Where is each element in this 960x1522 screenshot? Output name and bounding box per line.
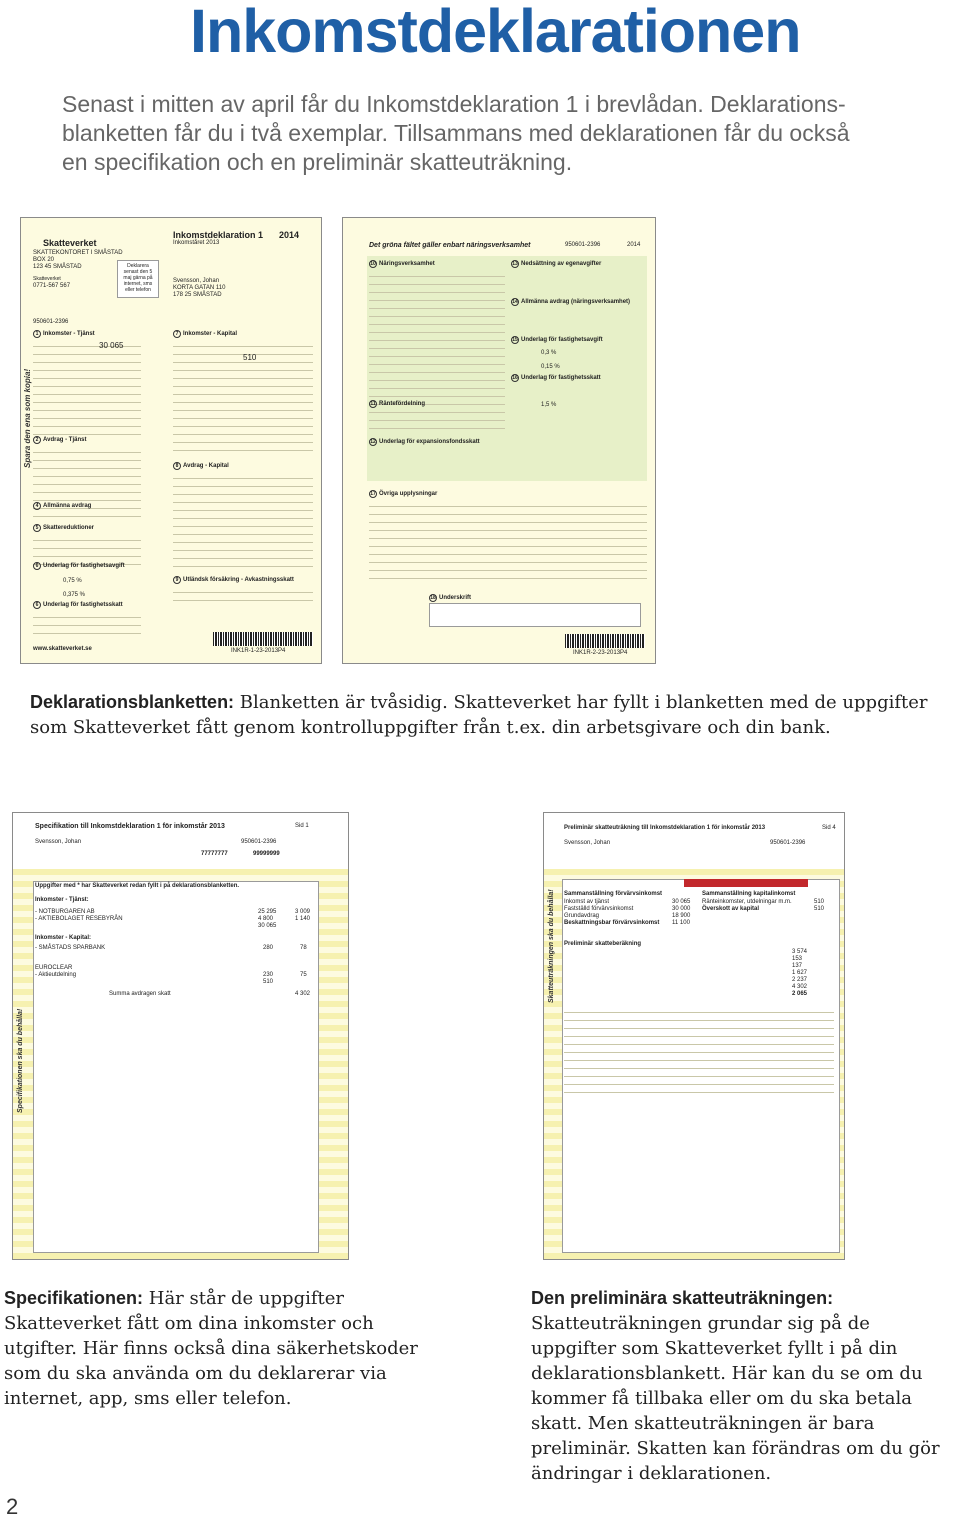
prelim-tax-1: 3 574 — [792, 949, 808, 955]
page-number: 2 — [6, 1494, 19, 1519]
spec-amount-2: 4 800 — [258, 916, 274, 922]
spec-bank: - SMÅSTADS SPARBANK — [35, 945, 106, 951]
back-barcode — [565, 634, 645, 648]
spec-side-note: Specifikationen ska du behålla! — [17, 1008, 24, 1113]
spec-employer-2: - AKTIEBOLAGET RESEBYRÅN — [35, 916, 123, 922]
income-value-11: 30 065 — [99, 341, 124, 350]
caption-declaration-text: Blanketten är tvåsidig. Skatteverket har fyllt i blanketten med de uppgifter som Skatteverket fått genom kontrolluppgifter från t.ex. din arbetsgivare och din bank. — [30, 692, 928, 738]
page-title: Inkomstdeklarationen — [190, 0, 801, 65]
spec-amount-3: 30 065 — [258, 923, 277, 929]
section-number-icon: 11 — [370, 401, 376, 407]
spec-pnr: 950601-2396 — [241, 839, 277, 845]
website: www.skatteverket.se — [33, 646, 92, 652]
section-business-general-deductions: 14 Allmänna avdrag (näringsverksamhet) — [512, 299, 631, 305]
caption-specification-title: Specifikationen: — [4, 1288, 144, 1308]
section-number-icon: 8 — [173, 462, 181, 470]
section-number-icon: 6 — [33, 601, 41, 609]
taxpayer-street: KORTA GATAN 110 — [173, 285, 226, 291]
agency-box: BOX 20 — [33, 257, 55, 263]
section-number-icon: 2 — [33, 436, 41, 444]
spec-bank-tax: 78 — [300, 945, 307, 951]
other-info-lines — [369, 499, 647, 579]
prelim-pnr: 950601-2396 — [770, 840, 806, 846]
section-business-property-fee: 15 Underlag för fastighetsavgift — [512, 337, 603, 343]
section-general-deductions: 4 Allmänna avdrag — [33, 502, 91, 510]
declare-deadline-text: Deklarera senast den 5 maj gärna på internet, sms eller telefon — [123, 263, 153, 293]
back-heading: Det gröna fältet gäller enbart näringsverksamhet — [369, 242, 531, 249]
taxpayer-name: Svensson, Johan — [173, 278, 220, 284]
property-lines — [33, 610, 141, 634]
prelim-cap-1-value: 510 — [814, 899, 825, 905]
preliminary-tax-sheet — [543, 812, 845, 1260]
form-year: 2014 — [279, 230, 300, 240]
prelim-tax-3: 137 — [792, 963, 803, 969]
prelim-tax-5: 2 237 — [792, 977, 808, 983]
prelim-row-2-value: 30 000 — [672, 906, 691, 912]
section-number-icon: 17 — [370, 491, 376, 497]
section-number-icon: 6 — [33, 562, 41, 570]
section-interest-allocation: 11 Räntefördelning — [370, 401, 425, 407]
insurance-lines — [173, 585, 313, 601]
declaration-form-front — [20, 217, 322, 664]
section-foreign-insurance: 9 Utländsk försäkring - Avkastningsskatt — [173, 576, 294, 584]
spec-tax-1: 3 009 — [295, 909, 311, 915]
property-rate-1: 0,75 % — [63, 578, 82, 584]
section-signature: 18 Underskrift — [430, 595, 472, 601]
section-number-icon: 10 — [370, 261, 376, 267]
rate-a: 0,3 % — [541, 350, 557, 356]
prelim-name: Svensson, Johan — [564, 840, 611, 846]
section-number-icon: 12 — [370, 439, 376, 445]
prelim-cap-1: Ränteinkomster, utdelningar m.m. — [702, 899, 792, 905]
section-number-icon: 14 — [512, 299, 518, 305]
spec-bank-amount: 280 — [263, 945, 274, 951]
caption-preliminary-text: Skatteuträkningen grundar sig på de uppgifter som Skatteverket fyllt i på din deklarationsblankett. Här kan du se om du kommer få tillbaka eller om du ska betala skatt. Men skatteuträkningen är bara preliminär. Skatten kan förändras om du gör ändringar i deklarationen. — [531, 1313, 940, 1484]
caption-specification — [4, 1286, 434, 1411]
form-title: Inkomstdeklaration 1 — [173, 230, 264, 240]
agency-office: SKATTEKONTORET I SMÅSTAD — [33, 250, 123, 256]
section-tax-reductions: 5 Skattereduktioner — [33, 524, 94, 532]
spec-employer-1: - NOTBURGAREN AB — [35, 909, 95, 915]
spec-fund-sum: 510 — [263, 979, 274, 985]
spec-fund: EUROCLEAR — [35, 965, 73, 971]
prelim-tax-2: 153 — [792, 956, 803, 962]
section-income-employment: 1 Inkomster - Tjänst — [33, 330, 95, 338]
side-note: Spara den ena som kopia! — [23, 368, 32, 468]
prelim-cap-2: Överskott av kapital — [702, 906, 760, 912]
rate-b: 0,15 % — [541, 364, 560, 370]
barcode-text: INK1R-1-23-2013P4 — [231, 648, 286, 654]
spec-section-capital: Inkomster - Kapital: — [35, 935, 92, 941]
prelim-alert-bar — [684, 879, 808, 887]
intro-text — [62, 90, 922, 177]
intro-line: en specifikation och en preliminär skatteuträkning. — [62, 149, 573, 175]
spec-sum-value: 4 302 — [295, 991, 311, 997]
prelim-cap-2-value: 510 — [814, 906, 825, 912]
prelim-tax-heading: Preliminär skatteberäkning — [564, 941, 642, 947]
prelim-tax-6: 4 302 — [792, 984, 808, 990]
section-income-capital: 7 Inkomster - Kapital — [173, 330, 237, 338]
spec-page: Sid 1 — [295, 823, 309, 829]
prelim-row-1-value: 30 065 — [672, 899, 691, 905]
section-property-fee: 6 Underlag för fastighetsavgift — [33, 562, 125, 570]
prelim-title: Preliminär skatteuträkning till Inkomstdeklaration 1 för inkomstår 2013 — [564, 825, 766, 831]
prelim-row-3-value: 18 900 — [672, 913, 691, 919]
section-number-icon: 16 — [512, 375, 518, 381]
phone-label: Skatteverket — [33, 276, 61, 282]
section-expansion-fund: 12 Underlag för expansionsfondsskatt — [370, 439, 480, 445]
spec-amount-1: 25 295 — [258, 909, 277, 915]
agency-postal: 123 45 SMÅSTAD — [33, 264, 82, 270]
spec-sum-label: Summa avdragen skatt — [109, 991, 171, 997]
signature-field[interactable] — [429, 603, 641, 627]
prelim-tax-4: 1 627 — [792, 970, 808, 976]
spec-section-employment: Inkomster - Tjänst: — [35, 897, 89, 903]
spec-fund-amount: 230 — [263, 972, 274, 978]
declaration-form-back — [342, 217, 656, 664]
caption-declaration — [30, 690, 930, 740]
spec-fund-tax: 75 — [300, 972, 307, 978]
section-reduction-own-fees: 13 Nedsättning av egenavgifter — [512, 261, 602, 267]
section-property-tax: 6 Underlag för fastighetsskatt — [33, 601, 123, 609]
prelim-row-3: Grundavdrag — [564, 913, 600, 919]
section-business: 10 Näringsverksamhet — [370, 261, 435, 267]
income-lines-left — [33, 339, 141, 435]
intro-line: Senast i mitten av april får du Inkomstdeklaration 1 i brevlådan. Deklarations- — [62, 91, 846, 117]
prelim-page: Sid 4 — [822, 825, 836, 831]
spec-title: Specifikation till Inkomstdeklaration 1 för inkomstår 2013 — [35, 823, 225, 830]
section-deductions-capital: 8 Avdrag - Kapital — [173, 462, 229, 470]
agency-logo: Skatteverket — [43, 238, 97, 248]
phone-number: 0771-567 567 — [33, 283, 71, 289]
prelim-tax-7: 2 065 — [792, 991, 808, 997]
caption-preliminary — [531, 1286, 959, 1486]
section-number-icon: 7 — [173, 330, 181, 338]
section-number-icon: 4 — [33, 502, 41, 510]
prelim-side-note: Skatteuträkningen ska du behålla! — [548, 889, 555, 1003]
spec-fund-2: - Aktieutdelning — [35, 972, 77, 978]
caption-preliminary-title: Den preliminära skatteuträkningen: — [531, 1288, 834, 1308]
back-barcode-text: INK1R-2-23-2013P4 — [573, 650, 628, 656]
specification-sheet — [12, 812, 349, 1260]
spec-intro: Uppgifter med * har Skatteverket redan fyllt i på deklarationsblanketten. — [35, 883, 240, 889]
back-pnr: 950601-2396 — [565, 242, 601, 248]
section-number-icon: 5 — [33, 524, 41, 532]
back-year: 2014 — [627, 242, 641, 248]
section-number-icon: 13 — [512, 261, 518, 267]
personal-number: 950601-2396 — [33, 319, 69, 325]
prelim-row-4: Beskattningsbar förvärvsinkomst — [564, 920, 660, 926]
prelim-row-2: Fastställd förvärvsinkomst — [564, 906, 634, 912]
section-number-icon: 18 — [430, 595, 436, 601]
income-year: Inkomståret 2013 — [173, 240, 220, 246]
section-number-icon: 15 — [512, 337, 518, 343]
section-number-icon: 9 — [173, 576, 181, 584]
section-other-info: 17 Övriga upplysningar — [370, 491, 438, 497]
intro-line: blanketten får du i två exemplar. Tillsammans med deklarationen får du också — [62, 120, 850, 146]
prelim-info-lines — [564, 1005, 834, 1093]
reduction-lines — [33, 533, 141, 565]
rate-c: 1,5 % — [541, 402, 557, 408]
caption-declaration-title: Deklarationsblanketten: — [30, 692, 235, 712]
property-rate-2: 0,375 % — [63, 592, 86, 598]
prelim-row-4-value: 11 100 — [672, 920, 690, 926]
section-number-icon: 1 — [33, 330, 41, 338]
form-barcode — [213, 632, 313, 646]
declare-deadline-box — [117, 260, 159, 298]
spec-name: Svensson, Johan — [35, 839, 82, 845]
prelim-row-1: Inkomst av tjänst — [564, 899, 610, 905]
deduction-lines-right — [173, 471, 313, 567]
spec-code-1: 77777777 — [201, 851, 228, 857]
prelim-heading-a: Sammanställning förvärvsinkomst — [564, 891, 663, 897]
section-deductions-employment: 2 Avdrag - Tjänst — [33, 436, 86, 444]
section-business-property-tax: 16 Underlag för fastighetsskatt — [512, 375, 601, 381]
taxpayer-city: 178 25 SMÅSTAD — [173, 292, 222, 298]
spec-tax-2: 1 140 — [295, 916, 311, 922]
prelim-heading-b: Sammanställning kapitalinkomst — [702, 891, 796, 897]
caption-specification-text: Här står de uppgifter Skatteverket fått om dina inkomster och utgifter. Här finns också dina säkerhetskoder som du ska använda om du deklarerar via internet, app, sms eller telefon. — [4, 1288, 418, 1409]
spec-code-2: 99999999 — [253, 851, 280, 857]
capital-value-72: 510 — [243, 353, 257, 362]
